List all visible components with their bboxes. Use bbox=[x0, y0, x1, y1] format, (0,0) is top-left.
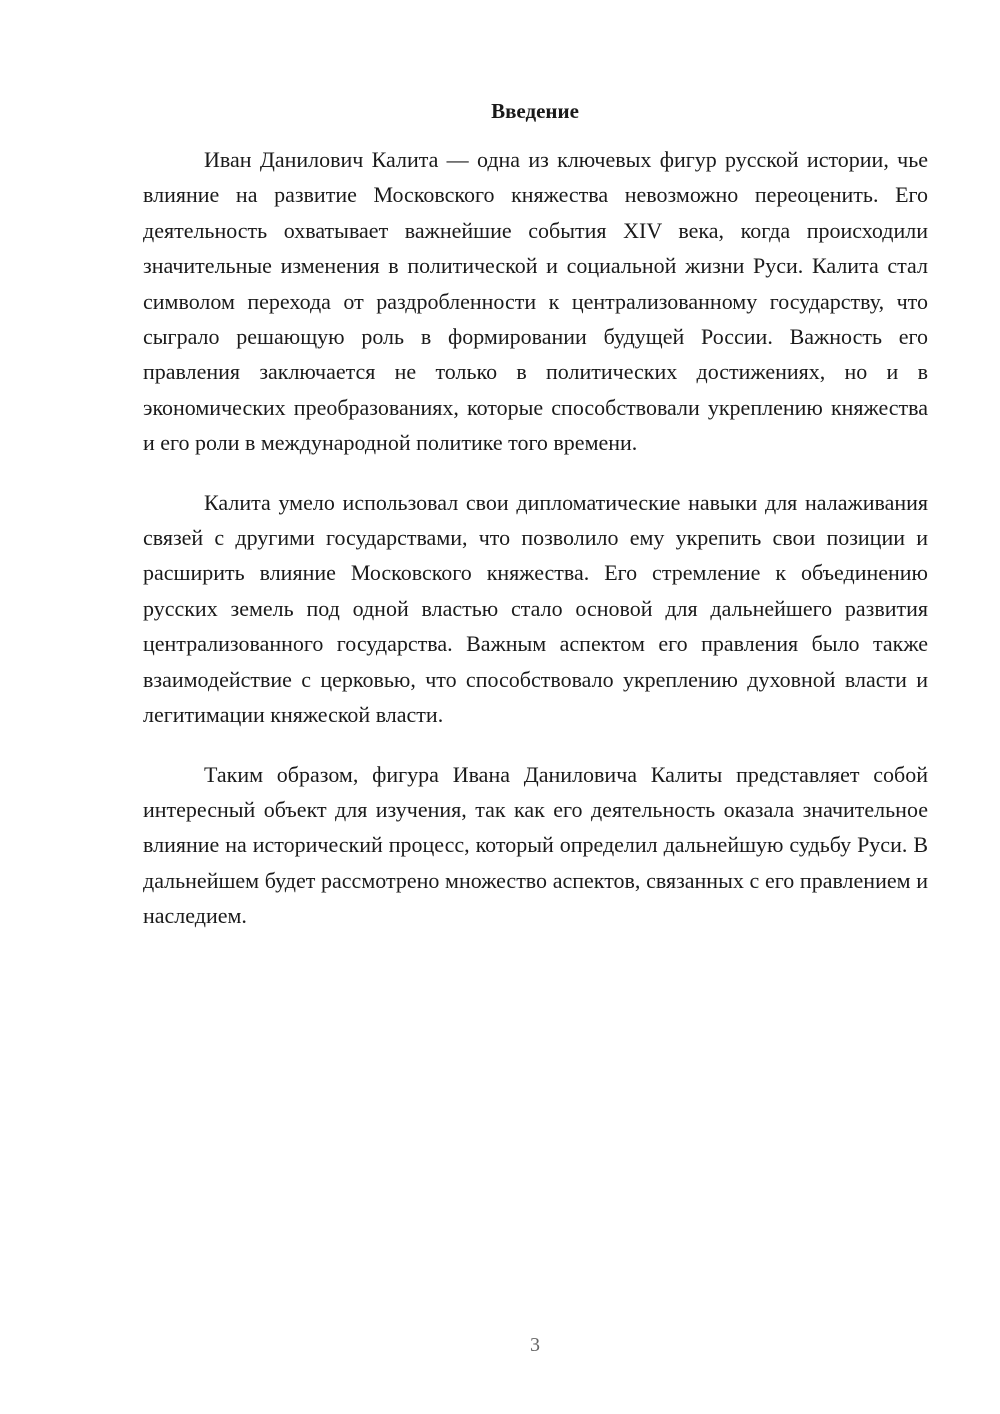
section-heading: Введение bbox=[491, 99, 579, 123]
paragraph-diplomacy: Калита умело использовал свои дипломатические навыки для налаживания связей с другими государствами, что позволило ему укрепить свои позиции и расширить влияние Московского княжества. Его стремление к объединению русских земель под одной властью стало основой для дальнейшего развития централизованного государства. Важным аспектом его правления было также взаимодействие с церковью, что способствовало укреплению духовной власти и легитимации княжеской власти. bbox=[143, 489, 928, 728]
body-text bbox=[143, 142, 928, 958]
paragraph-intro: Иван Данилович Калита — одна из ключевых фигур русской истории, чье влияние на развитие Московского княжества невозможно переоценить. Его деятельность охватывает важнейшие события XIV века, когда происходили значительные изменения в политической и социальной жизни Руси. Калита стал символом перехода от раздробленности к централизованному государству, что сыграло решающую роль в формировании будущей России. Важность его правления заключается не только в политических достижениях, но и в экономических преобразованиях, которые способствовали укреплению княжества и его роли в международной политике того времени. bbox=[143, 147, 928, 456]
paragraph-conclusion: Таким образом, фигура Ивана Даниловича Калиты представляет собой интересный объект для изучения, так как его деятельность оказала значительное влияние на исторический процесс, который определил дальнейшую судьбу Руси. В дальнейшем будет рассмотрено множество аспектов, связанных с его правлением и наследием. bbox=[143, 761, 928, 929]
page-number: 3 bbox=[530, 1334, 540, 1356]
